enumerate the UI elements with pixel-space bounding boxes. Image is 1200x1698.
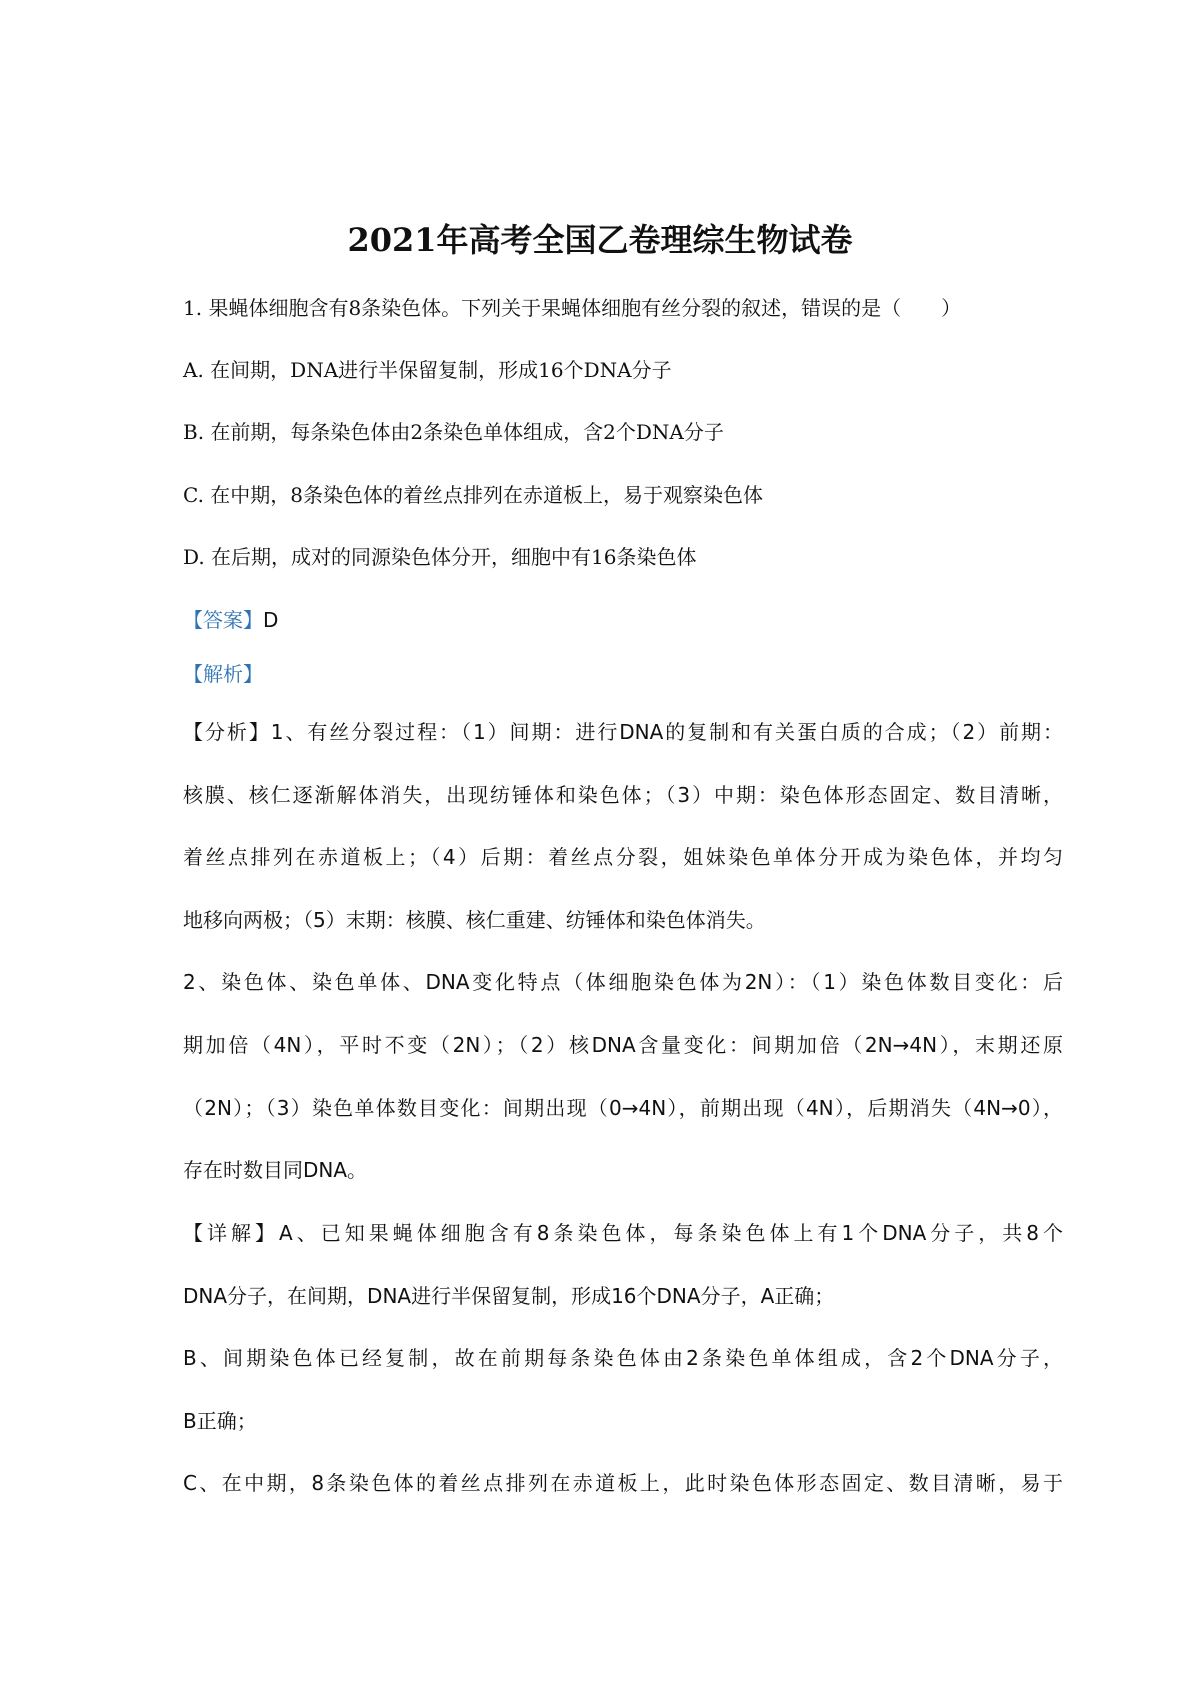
answer-label: 【答案】: [183, 608, 263, 632]
detail-line: B、间期染色体已经复制，故在前期每条染色体由2条染色单体组成，含2个DNA分子，: [183, 1346, 1063, 1370]
question-stem: 1. 果蝇体细胞含有8条染色体。下列关于果蝇体细胞有丝分裂的叙述，错误的是（ ）: [183, 296, 962, 320]
detail-line: C、在中期，8条染色体的着丝点排列在赤道板上，此时染色体形态固定、数目清晰，易于: [183, 1471, 1063, 1495]
option-c: C. 在中期，8条染色体的着丝点排列在赤道板上，易于观察染色体: [183, 483, 764, 507]
analysis-line: 【分析】1、有丝分裂过程：（1）间期：进行DNA的复制和有关蛋白质的合成；（2）前期：: [183, 720, 1063, 744]
analysis-line: （2N）；（3）染色单体数目变化：间期出现（0→4N），前期出现（4N），后期消失（4N→0），: [183, 1096, 1063, 1120]
answer-line: [183, 604, 1063, 636]
analysis-label: 【解析】: [183, 662, 263, 686]
detail-line: B正确；: [183, 1409, 257, 1433]
page-title: 2021年高考全国乙卷理综生物试卷: [347, 221, 853, 259]
answer-value: D: [263, 608, 279, 632]
detail-line: 【详解】A、已知果蝇体细胞含有8条染色体，每条染色体上有1个DNA分子，共8个: [183, 1221, 1063, 1245]
analysis-line: 着丝点排列在赤道板上；（4）后期：着丝点分裂，姐妹染色单体分开成为染色体，并均匀: [183, 845, 1063, 869]
detail-line: DNA分子，在间期，DNA进行半保留复制，形成16个DNA分子，A正确；: [183, 1284, 835, 1308]
analysis-line: 期加倍（4N），平时不变（2N）；（2）核DNA含量变化：间期加倍（2N→4N），末期还原: [183, 1033, 1063, 1057]
analysis-line: 存在时数目同DNA。: [183, 1158, 368, 1182]
option-a: A. 在间期，DNA进行半保留复制，形成16个DNA分子: [183, 358, 672, 382]
analysis-line: 地移向两极；（5）末期：核膜、核仁重建、纺锤体和染色体消失。: [183, 908, 766, 932]
analysis-line: 核膜、核仁逐渐解体消失，出现纺锤体和染色体；（3）中期：染色体形态固定、数目清晰，: [183, 783, 1063, 807]
option-d: D. 在后期，成对的同源染色体分开，细胞中有16条染色体: [183, 545, 697, 569]
option-b: B. 在前期，每条染色体由2条染色单体组成，含2个DNA分子: [183, 420, 724, 444]
analysis-line: 2、染色体、染色单体、DNA变化特点（体细胞染色体为2N）：（1）染色体数目变化：后: [183, 970, 1063, 994]
